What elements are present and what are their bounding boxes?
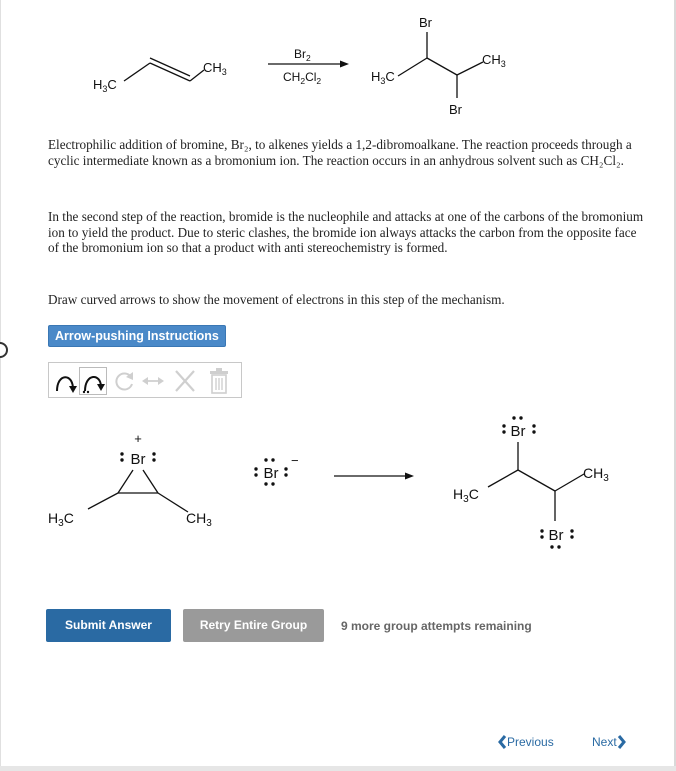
chevron-right-icon [617, 734, 626, 750]
previous-button[interactable] [498, 733, 554, 751]
product-ch3-label: $CH_3$ [482, 52, 506, 69]
reagent-ch2cl2-label: $CH_2Cl_2$ [283, 70, 322, 86]
product-br-top-label: Br [419, 15, 432, 30]
next-button[interactable] [592, 733, 626, 751]
attempts-remaining-text: 9 more group attempts remaining [341, 619, 532, 633]
bromonium-ion[interactable] [48, 431, 212, 529]
mechanism-product-h3c-label: $H_3C$ [453, 486, 479, 505]
mechanism-product-ch3-label: $CH_3$ [583, 465, 609, 484]
mechanism-product-br-bottom: Br [548, 527, 564, 544]
mechanism-product-br-top: Br [510, 423, 526, 440]
bromide-ion[interactable] [254, 453, 298, 486]
frame-bottom-border [0, 766, 676, 771]
task-paragraph: Draw curved arrows to show the movement of electrons in this step of the mechanism. [48, 292, 505, 307]
bromonium-ch3-label: $CH_3$ [186, 510, 212, 529]
reactant-h3c-label: $H_3C$ [93, 77, 117, 94]
reagent-br2-label: $Br_2$ [294, 47, 311, 63]
intro-paragraph: Electrophilic addition of bromine, Br₂, to alkenes yields a 1,2-dibromoalkane. The reaction proceeds through a cyclic intermediate known as a bromonium ion. The reaction occurs in an anhydrous solvent such as CH₂Cl₂. [48, 137, 632, 168]
reactant-ch3-label: $CH_3$ [203, 60, 227, 77]
mechanism-product[interactable] [453, 416, 609, 548]
mechanism-arrow [334, 473, 414, 480]
arrow-pushing-instructions-button[interactable]: Arrow-pushing Instructions [48, 325, 226, 347]
submit-answer-button[interactable]: Submit Answer [46, 609, 171, 642]
retry-entire-group-button[interactable]: Retry Entire Group [183, 609, 324, 642]
next-label: Next [592, 735, 617, 749]
bromonium-charge: + [134, 431, 142, 446]
bromide-charge: − [291, 453, 299, 468]
chevron-left-icon [498, 734, 507, 750]
previous-label: Previous [507, 735, 554, 749]
bromonium-h3c-label: $H_3C$ [48, 510, 74, 529]
product-br-bottom-label: Br [449, 102, 462, 117]
bromide-br-label: Br [263, 465, 279, 482]
mechanism-paragraph: In the second step of the reaction, bromide is the nucleophile and attacks at one of the carbons of the bromonium ion to yield the product. Due to steric clashes, the bromide ion always attacks the carbon from the opposite face of the bromonium ion so that a product with anti stereochemistry is formed. [48, 209, 644, 256]
bromonium-br-label: Br [130, 451, 146, 468]
product-h3c-label: $H_3C$ [371, 69, 395, 86]
